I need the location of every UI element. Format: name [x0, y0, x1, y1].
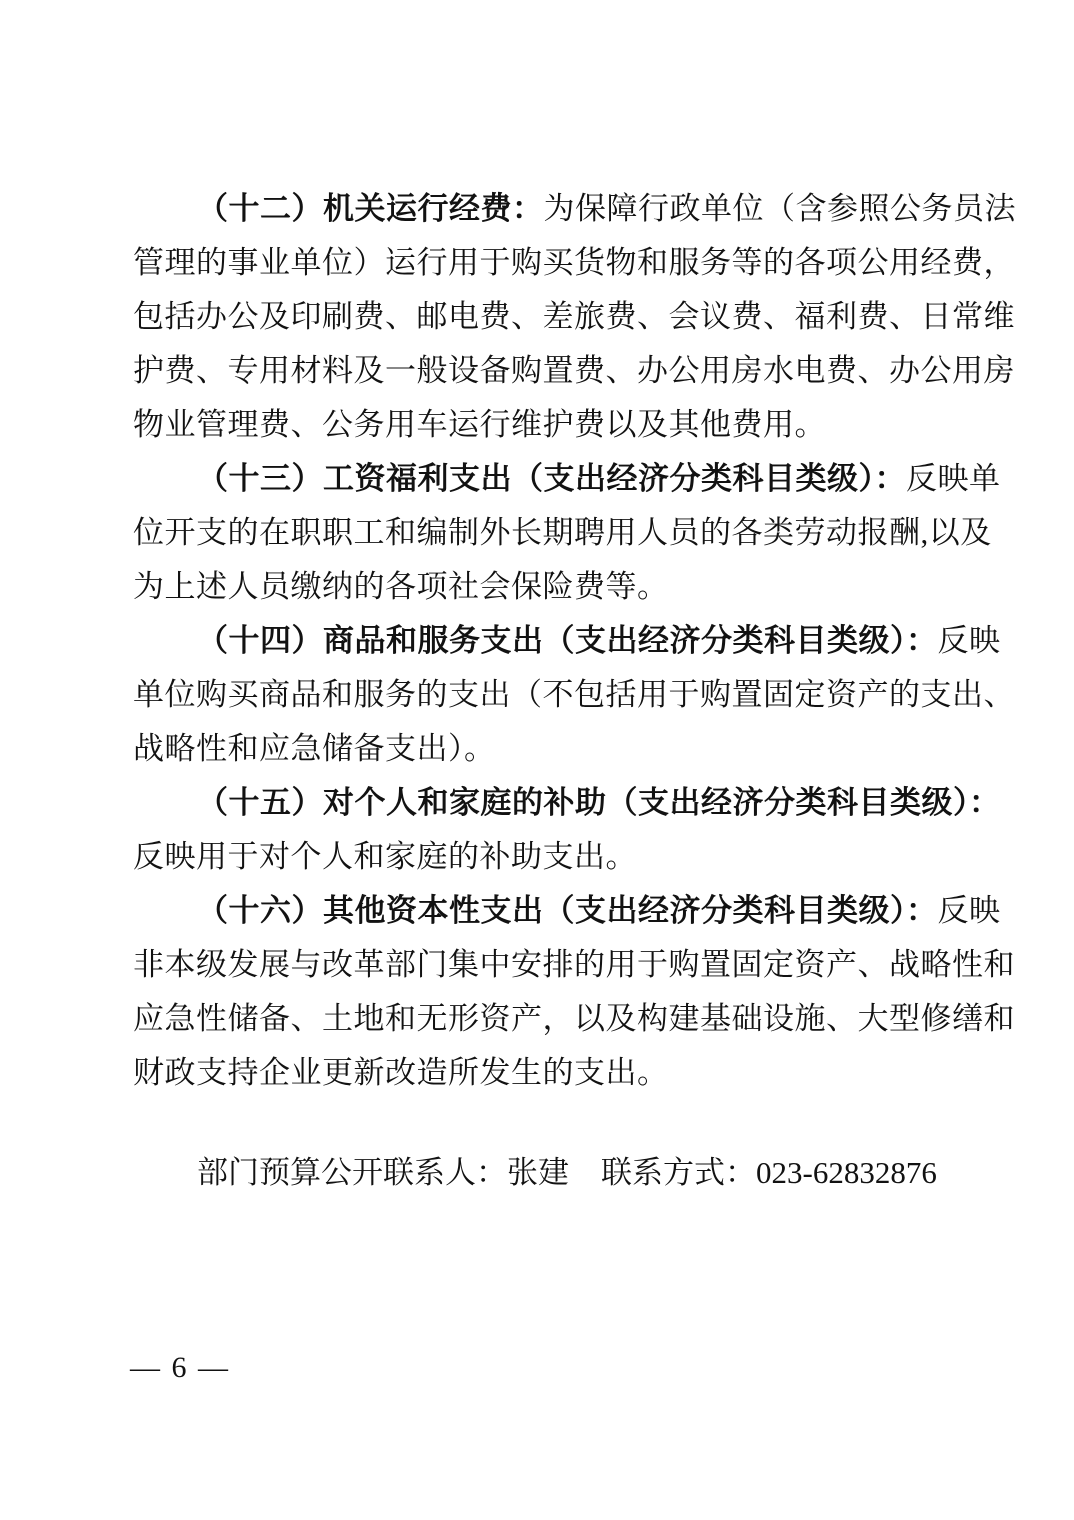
paragraph-15 — [133, 776, 1001, 884]
paragraph-16-line-2: 非本级发展与改革部门集中安排的用于购置固定资产、战略性和 — [133, 947, 1015, 982]
paragraph-12-lead-rest: 为保障行政单位（含参照公务员法 — [543, 191, 1016, 226]
paragraph-12-line-3: 包括办公及印刷费、邮电费、差旅费、会议费、福利费、日常维 — [133, 299, 1015, 334]
paragraph-13-line-1 — [133, 452, 1001, 506]
paragraph-13-lead: （十三）工资福利支出（支出经济分类科目类级）： — [197, 461, 906, 496]
page-number: — 6 — — [130, 1351, 230, 1384]
paragraph-14-lead-rest: 反映 — [937, 623, 1001, 658]
paragraph-13-lead-rest: 反映单 — [906, 461, 1001, 496]
paragraph-14-line-2: 单位购买商品和服务的支出（不包括用于购置固定资产的支出、 — [133, 677, 1015, 712]
paragraph-12-line-5: 物业管理费、公务用车运行维护费以及其他费用。 — [133, 407, 826, 442]
paragraph-16-line-4: 财政支持企业更新改造所发生的支出。 — [133, 1055, 669, 1090]
paragraph-14-line-1 — [133, 614, 1001, 668]
paragraph-16-lead: （十六）其他资本性支出（支出经济分类科目类级）： — [197, 893, 938, 928]
paragraph-14 — [133, 614, 1015, 776]
contact-line — [133, 1146, 991, 1200]
paragraph-16 — [133, 884, 1015, 1100]
paragraph-13-line-2: 位开支的在职职工和编制外长期聘用人员的各类劳动报酬,以及 — [133, 515, 992, 550]
contact-person-label: 部门预算公开联系人： — [197, 1155, 507, 1190]
paragraph-12-line-4: 护费、专用材料及一般设备购置费、办公用房水电费、办公用房 — [133, 353, 1015, 388]
paragraph-15-lead: （十五）对个人和家庭的补助（支出经济分类科目类级）： — [197, 785, 1001, 820]
paragraph-15-line-2: 反映用于对个人和家庭的补助支出。 — [133, 839, 637, 874]
paragraph-16-line-3: 应急性储备、土地和无形资产，以及构建基础设施、大型修缮和 — [133, 1001, 1015, 1036]
paragraph-16-line-1 — [133, 884, 1001, 938]
paragraph-12-line-2: 管理的事业单位）运行用于购买货物和服务等的各项公用经费， — [133, 245, 1015, 280]
paragraph-12 — [133, 182, 1016, 452]
paragraph-15-line-1 — [133, 776, 1001, 830]
paragraph-16-lead-rest: 反映 — [937, 893, 1001, 928]
paragraph-12-lead: （十二）机关运行经费： — [197, 191, 544, 226]
paragraph-14-lead: （十四）商品和服务支出（支出经济分类科目类级）： — [197, 623, 938, 658]
contact-person-name: 张建 — [507, 1155, 569, 1190]
document-body — [133, 182, 1016, 1200]
paragraph-14-line-3: 战略性和应急储备支出）。 — [133, 731, 496, 766]
paragraph-13 — [133, 452, 1001, 614]
contact-phone: 023-62832876 — [756, 1155, 937, 1190]
paragraph-12-line-1 — [133, 182, 1016, 236]
contact-method-label: 联系方式： — [601, 1155, 756, 1190]
paragraph-13-line-3: 为上述人员缴纳的各项社会保险费等。 — [133, 569, 669, 604]
